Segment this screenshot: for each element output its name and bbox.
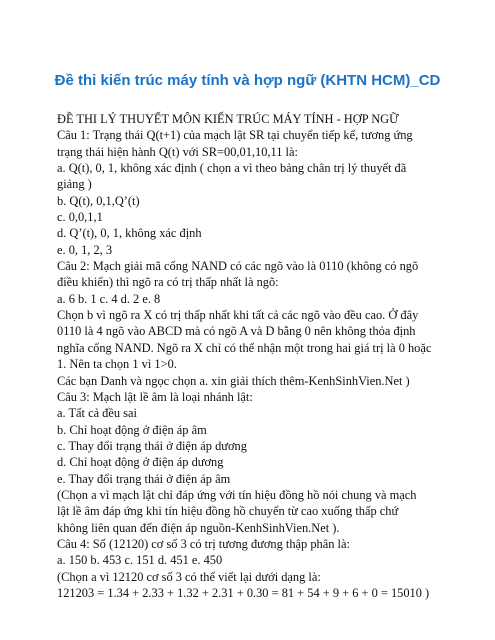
question-2-note: Các bạn Danh và ngọc chọn a. xin giải thích thêm-KenhSinhVien.Net ) <box>57 373 410 388</box>
question-2-line-2: điều khiển) thì ngõ ra có trị thấp nhất là ngõ: <box>57 275 279 290</box>
question-3-line-1: Câu 3: Mạch lật lề âm là loại nhánh lật: <box>57 389 253 404</box>
document-title: Đề thi kiến trúc máy tính và hợp ngữ (KHTN HCM)_CD <box>54 72 441 89</box>
question-4-options: a. 150 b. 453 c. 151 d. 451 e. 450 <box>57 553 223 568</box>
question-3-option-d: d. Chỉ hoạt động ở điện áp dương <box>57 455 224 470</box>
question-3-option-b: b. Chỉ hoạt động ở điện áp âm <box>57 422 207 437</box>
question-1-option-e: e. 0, 1, 2, 3 <box>57 242 113 257</box>
question-3-option-e: e. Thay đổi trạng thái ở điện áp âm <box>57 471 231 486</box>
question-1-option-b: b. Q(t), 0,1,Q’(t) <box>57 193 140 208</box>
question-4-explanation-1: (Chọn a vì 12120 cơ số 3 có thể viết lại dưới dạng là: <box>57 569 321 584</box>
question-1-line-1: Câu 1: Trạng thái Q(t+1) của mạch lật SR tại chuyển tiếp kế, tương ứng <box>57 128 413 143</box>
question-3-explanation-3: không liên quan đến điện áp nguồn-KenhSinhVien.Net ). <box>57 520 340 535</box>
question-3-explanation-1: (Chọn a vì mạch lật chỉ đáp ứng với tín hiệu đồng hồ nói chung và mạch <box>57 487 417 502</box>
question-2-options: a. 6 b. 1 c. 4 d. 2 e. 8 <box>57 291 161 306</box>
question-1-option-a-cont: giảng ) <box>57 177 92 192</box>
question-4-explanation-2: 121203 = 1.34 + 2.33 + 1.32 + 2.31 + 0.30 = 81 + 54 + 9 + 6 + 0 = 15010 ) <box>57 585 430 600</box>
question-3-explanation-2: lật lề âm đáp ứng khi tín hiệu đồng hồ chuyển từ cao xuống thấp chứ <box>57 504 399 519</box>
question-1-line-2: trạng thái hiện hành Q(t) với SR=00,01,10,11 là: <box>57 144 298 159</box>
question-1-option-c: c. 0,0,1,1 <box>57 210 103 225</box>
question-3-option-a: a. Tất cả đều sai <box>57 406 137 421</box>
question-2-explanation-1: Chọn b vì ngõ ra X có trị thấp nhất khi tất cả các ngõ vào đều cao. Ở đây <box>57 308 419 323</box>
exam-heading: ĐỀ THI LÝ THUYẾT MÔN KIẾN TRÚC MÁY TÍNH - HỢP NGỮ <box>57 112 399 126</box>
question-1-option-a: a. Q(t), 0, 1, không xác định ( chọn a vì theo bảng chân trị lý thuyết đã <box>57 161 407 176</box>
question-1-option-d: d. Q’(t), 0, 1, không xác định <box>57 226 202 241</box>
question-2-explanation-3: nghĩa cổng NAND. Ngõ ra X chỉ có thể nhận một trong hai giá trị là 0 hoặc <box>57 340 432 355</box>
question-3-option-c: c. Thay đổi trạng thái ở điện áp dương <box>57 438 247 453</box>
document-body <box>57 111 463 601</box>
question-2-line-1: Câu 2: Mạch giải mã cổng NAND có các ngõ vào là 0110 (không có ngõ <box>57 259 419 274</box>
question-2-explanation-4: 1. Nên ta chọn 1 vì 1>0. <box>57 357 177 372</box>
question-4-line-1: Câu 4: Số (12120) cơ số 3 có trị tương đương thập phân là: <box>57 536 350 551</box>
question-2-explanation-2: 0110 là 4 ngõ vào ABCD mà có ngõ A và D bằng 0 nên không thỏa định <box>57 324 416 339</box>
